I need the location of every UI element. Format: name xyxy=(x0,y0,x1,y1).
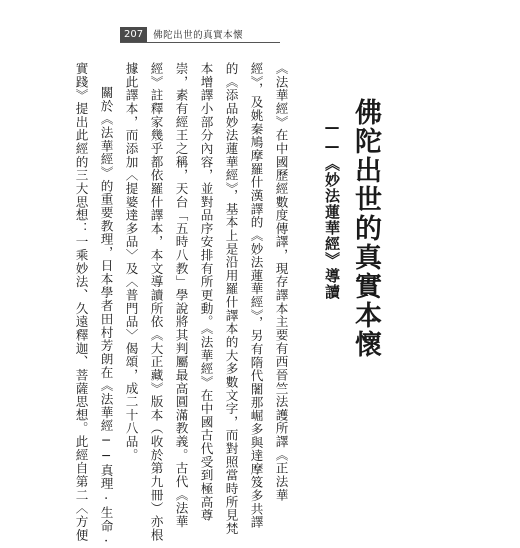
body-column-3: 的《添品妙法蓮華經》，基本上是沿用羅什譯本的大多數文字，而對照當時所見梵 xyxy=(223,62,239,536)
body-column-4: 本增譯小部分內容，並對品序安排有所更動。《法華經》在中國古代受到極高尊 xyxy=(198,62,214,522)
body-column-6: 經》註釋家幾乎都依羅什譯本，本文導讀所依《大正藏》版本（收於第九冊）亦根 xyxy=(148,62,164,542)
body-column-2: 經》，及姚秦鳩摩羅什漢譯的《妙法蓮華經》，另有隋代闍那崛多與達摩笈多共譯 xyxy=(248,62,264,529)
body-column-7: 據此譯本，而添加〈提婆達多品〉及〈普門品〉偈頌，成二十八品。 xyxy=(123,62,139,462)
article-subtitle: ——《妙法蓮華經》導讀 xyxy=(323,118,341,300)
body-column-8: 關於《法華經》的重要教理，日本學者田村芳朗在《法華經──真理·生命· xyxy=(98,86,114,548)
body-column-9: 實踐》提出此經的三大思想：一乘妙法、久遠釋迦、菩薩思想。此經自第二〈方便 xyxy=(73,62,89,542)
running-title: 佛陀出世的真實本懷 xyxy=(153,30,244,41)
page-number: 207 xyxy=(120,27,147,42)
body-column-5: 崇，素有經王之稱，天台「五時八教」學說將其判屬最高圓滿教義。古代《法華 xyxy=(173,62,189,529)
running-header xyxy=(120,26,280,43)
body-column-1: 《法華經》在中國歷經數度傳譯，現存譯本主要有西晉竺法護所譯《正法華 xyxy=(273,62,289,502)
article-title: 佛陀出世的真實本懷 xyxy=(350,98,381,359)
